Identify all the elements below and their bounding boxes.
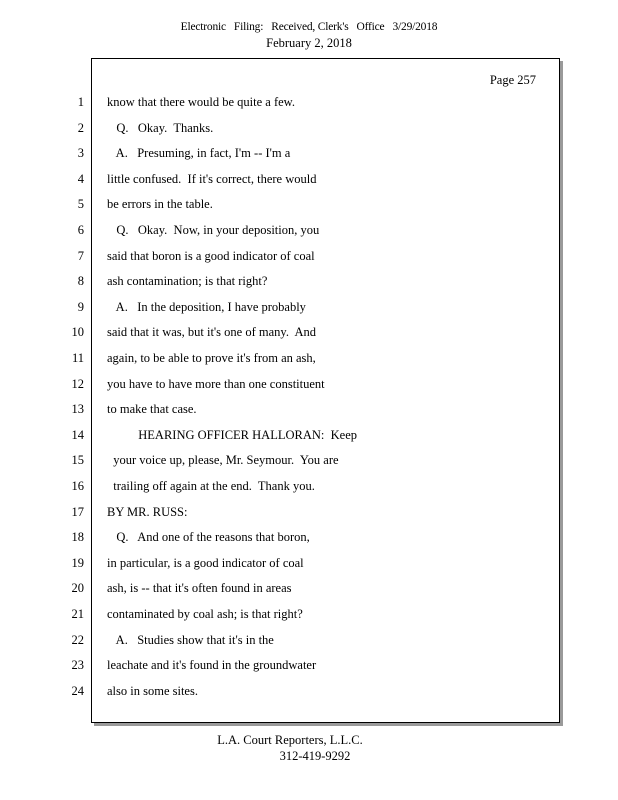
filing-stamp: Electronic Filing: Received, Clerk's Office 3/29/2018 <box>180 21 438 33</box>
transcript-line <box>0 95 560 115</box>
transcript-line <box>0 633 560 653</box>
line-number: 6 <box>77 223 84 237</box>
line-number: 1 <box>77 95 84 109</box>
transcript-line <box>0 377 560 397</box>
line-number: 16 <box>71 479 84 493</box>
transcript-line <box>0 658 560 678</box>
line-number: 21 <box>71 607 84 621</box>
transcript-line <box>0 274 560 294</box>
line-text: A. In the deposition, I have probably <box>107 299 306 314</box>
line-text: said that it was, but it's one of many. And <box>107 325 317 340</box>
transcript-line <box>0 684 560 704</box>
reporter-company: L.A. Court Reporters, L.L.C. <box>217 733 363 747</box>
line-number: 14 <box>71 427 84 442</box>
line-number: 24 <box>71 683 84 698</box>
line-number: 8 <box>77 274 84 289</box>
line-text: said that boron is a good indicator of coal <box>107 248 315 263</box>
transcript-line <box>0 479 560 499</box>
line-number: 12 <box>71 376 84 391</box>
line-number: 18 <box>71 530 84 545</box>
reporter-phone: 312-419-9292 <box>279 749 351 763</box>
line-text: HEARING OFFICER HALLORAN: Keep <box>107 427 357 442</box>
line-number: 23 <box>71 658 84 673</box>
line-text: again, to be able to prove it's from an ash, <box>107 351 316 365</box>
transcript-line <box>0 223 560 243</box>
line-text: also in some sites. <box>107 683 198 698</box>
transcript-line <box>0 428 560 448</box>
transcript-line <box>0 607 560 627</box>
line-number: 5 <box>77 197 84 212</box>
line-text: in particular, is a good indicator of coal <box>107 555 304 570</box>
transcript-line <box>0 453 560 473</box>
line-text: A. Presuming, in fact, I'm -- I'm a <box>107 146 291 161</box>
line-number: 9 <box>77 299 84 314</box>
transcript-line <box>0 172 560 192</box>
transcript-line <box>0 121 560 141</box>
line-text: ash contamination; is that right? <box>107 274 268 289</box>
hearing-date: February 2, 2018 <box>266 36 352 50</box>
transcript-line <box>0 197 560 217</box>
line-text: you have to have more than one constituent <box>107 376 325 391</box>
line-number: 7 <box>77 248 84 263</box>
transcript-line <box>0 325 560 345</box>
line-text: your voice up, please, Mr. Seymour. You are <box>107 453 339 468</box>
line-text: know that there would be quite a few. <box>107 95 296 109</box>
transcript-line <box>0 402 560 422</box>
line-text: BY MR. RUSS: <box>107 504 188 519</box>
transcript-line <box>0 146 560 166</box>
line-text: trailing off again at the end. Thank you. <box>107 479 315 493</box>
line-number: 20 <box>71 581 84 596</box>
line-text: Q. And one of the reasons that boron, <box>107 530 310 545</box>
transcript-line <box>0 300 560 320</box>
line-text: Q. Okay. Thanks. <box>107 120 214 135</box>
line-text: be errors in the table. <box>107 197 213 212</box>
transcript-line <box>0 530 560 550</box>
line-number: 3 <box>77 146 84 161</box>
line-number: 11 <box>71 351 84 365</box>
line-number: 19 <box>71 555 84 570</box>
line-number: 15 <box>71 453 84 468</box>
line-number: 4 <box>77 171 84 186</box>
line-number: 22 <box>71 632 84 647</box>
transcript-line <box>0 249 560 269</box>
line-text: to make that case. <box>107 402 197 417</box>
transcript-line <box>0 351 560 371</box>
line-number: 17 <box>71 504 84 519</box>
line-text: leachate and it's found in the groundwater <box>107 658 317 673</box>
line-text: A. Studies show that it's in the <box>107 632 274 647</box>
line-number: 13 <box>71 402 84 417</box>
transcript-line <box>0 581 560 601</box>
line-text: ash, is -- that it's often found in areas <box>107 581 292 596</box>
page-number: Page 257 <box>489 73 536 87</box>
line-text: contaminated by coal ash; is that right? <box>107 607 303 621</box>
line-number: 2 <box>77 120 84 135</box>
transcript-line <box>0 556 560 576</box>
line-text: little confused. If it's correct, there would <box>107 171 317 186</box>
line-number: 10 <box>71 325 84 340</box>
transcript-line <box>0 505 560 525</box>
line-text: Q. Okay. Now, in your deposition, you <box>107 223 320 237</box>
